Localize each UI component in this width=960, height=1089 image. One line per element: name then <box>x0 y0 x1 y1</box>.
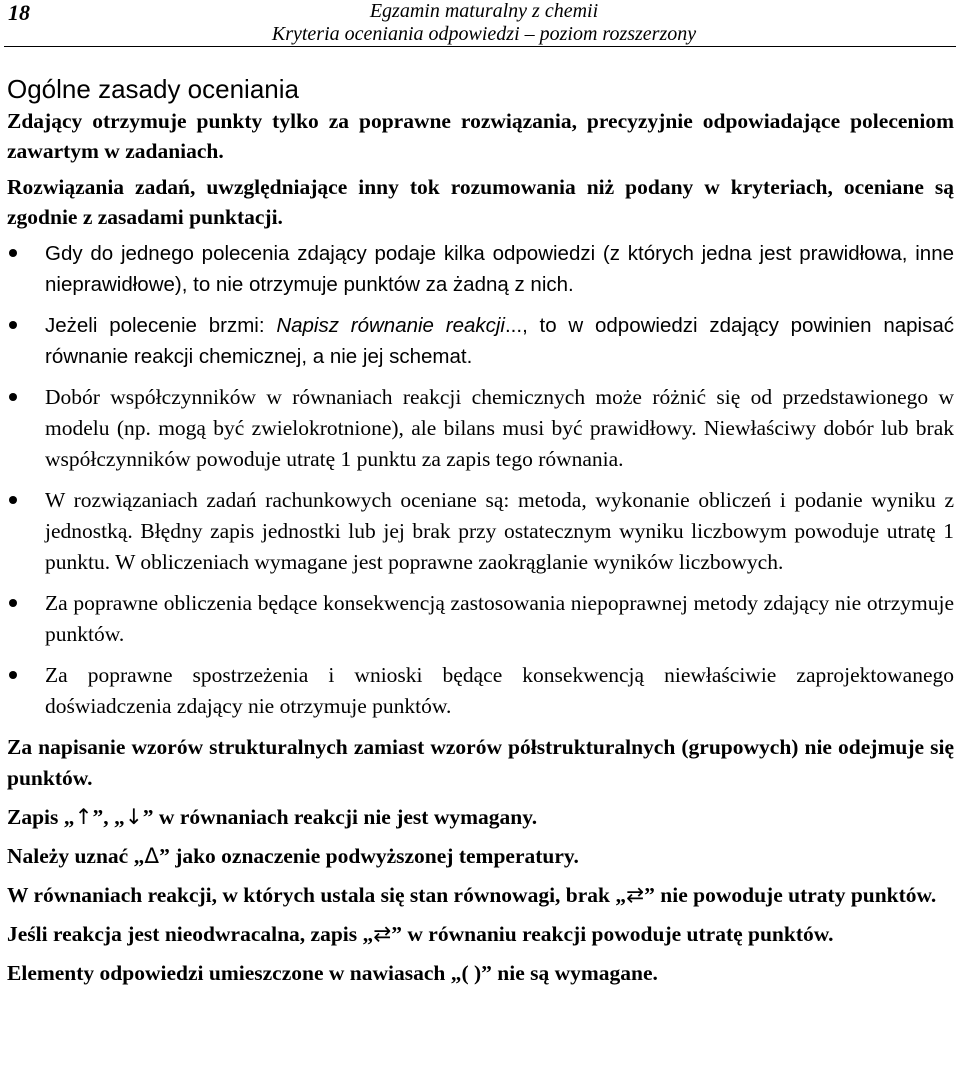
intro-paragraph-1: Zdający otrzymuje punkty tylko za poprawne rozwiązania, precyzyjnie odpowiadające poleceniom zawartym w zadaniach. <box>7 109 954 163</box>
rules-list <box>7 238 954 722</box>
note-3 <box>7 841 954 872</box>
rule-text-3: Dobór współczynników w równaniach reakcji chemicznych może różnić się od przedstawionego w modelu (np. mogą być zwielokrotnione), ale bilans musi być prawidłowy. Niewłaściwy dobór lub brak współczynników powoduje utratę 1 punktu za zapis tego równania. <box>45 385 954 471</box>
arrow-down-icon: ↓ <box>124 805 143 830</box>
note-3-text-a: Należy uznać „ <box>7 844 145 868</box>
delta-icon: Δ <box>144 844 160 869</box>
rule-item-5 <box>7 588 954 650</box>
rule-text-5: Za poprawne obliczenia będące konsekwencją zastosowania niepoprawnej metody zdający nie otrzymuje punktów. <box>45 591 954 646</box>
page-content <box>7 72 954 997</box>
rule-text-6: Za poprawne spostrzeżenia i wnioski będące konsekwencją niewłaściwie zaprojektowanego doświadczenia zdający nie otrzymuje punktów. <box>45 663 954 718</box>
rule-text-2a: Jeżeli polecenie brzmi: <box>45 314 277 337</box>
rule-item-6 <box>7 660 954 722</box>
note-4 <box>7 880 954 911</box>
rule-text-2b: ..., to w odpowiedzi zdający powinien napisać równanie reakcji chemicznej, a nie jej schemat. <box>45 314 954 368</box>
note-5-text-b: ” w równaniu reakcji powoduje utratę punktów. <box>391 922 834 946</box>
running-header <box>0 0 960 46</box>
note-2 <box>7 802 954 833</box>
notes-section <box>7 732 954 989</box>
note-4-text-b: ” nie powoduje utraty punktów. <box>644 883 937 907</box>
note-5-text-a: Jeśli reakcja jest nieodwracalna, zapis „ <box>7 922 374 946</box>
header-divider <box>4 46 956 47</box>
note-2-text-b: ”, „ <box>92 805 125 829</box>
header-subtitle: Kryteria oceniania odpowiedzi – poziom rozszerzony <box>271 23 697 45</box>
bullet-icon <box>9 671 17 679</box>
note-2-text-c: ” w równaniach reakcji nie jest wymagany. <box>142 805 538 829</box>
note-6: Elementy odpowiedzi umieszczone w nawiasach „( )” nie są wymagane. <box>7 961 658 985</box>
bullet-icon <box>9 496 17 504</box>
equilibrium-arrow-icon: ⇄ <box>626 883 645 908</box>
rule-text-1: Gdy do jednego polecenia zdający podaje kilka odpowiedzi (z których jedna jest prawidłowa, inne nieprawidłowe), to nie otrzymuje punktów za żadną z nich. <box>45 242 954 296</box>
equilibrium-arrow-icon: ⇄ <box>373 922 392 947</box>
section-heading: Ogólne zasady oceniania <box>7 74 299 104</box>
bullet-icon <box>9 321 17 329</box>
note-3-text-b: ” jako oznaczenie podwyższonej temperatury. <box>159 844 579 868</box>
note-5 <box>7 919 954 950</box>
rule-item-3 <box>7 382 954 475</box>
rule-item-1 <box>7 238 954 300</box>
intro-paragraph-2: Rozwiązania zadań, uwzględniające inny tok rozumowania niż podany w kryteriach, oceniane są zgodnie z zasadami punktacji. <box>7 175 954 229</box>
note-4-text-a: W równaniach reakcji, w których ustala się stan równowagi, brak „ <box>7 883 627 907</box>
rule-text-2-italic: Napisz równanie reakcji <box>276 314 505 337</box>
bullet-icon <box>9 393 17 401</box>
rule-text-4: W rozwiązaniach zadań rachunkowych oceniane są: metoda, wykonanie obliczeń i podanie wyniku z jednostką. Błędny zapis jednostki lub jej brak przy ostatecznym wyniku liczbowym powoduje utratę 1 punktu. W obliczeniach wymagane jest poprawne zaokrąglanie wyników liczbowych. <box>45 488 954 574</box>
note-1: Za napisanie wzorów strukturalnych zamiast wzorów półstrukturalnych (grupowych) nie odejmuje się punktów. <box>7 735 954 790</box>
page-number: 18 <box>8 0 30 25</box>
note-2-text-a: Zapis „ <box>7 805 75 829</box>
bullet-icon <box>9 599 17 607</box>
rule-item-2 <box>7 310 954 372</box>
arrow-up-icon: ↑ <box>74 805 93 830</box>
header-title: Egzamin maturalny z chemii <box>369 0 599 22</box>
rule-item-4 <box>7 485 954 578</box>
bullet-icon <box>9 249 17 257</box>
